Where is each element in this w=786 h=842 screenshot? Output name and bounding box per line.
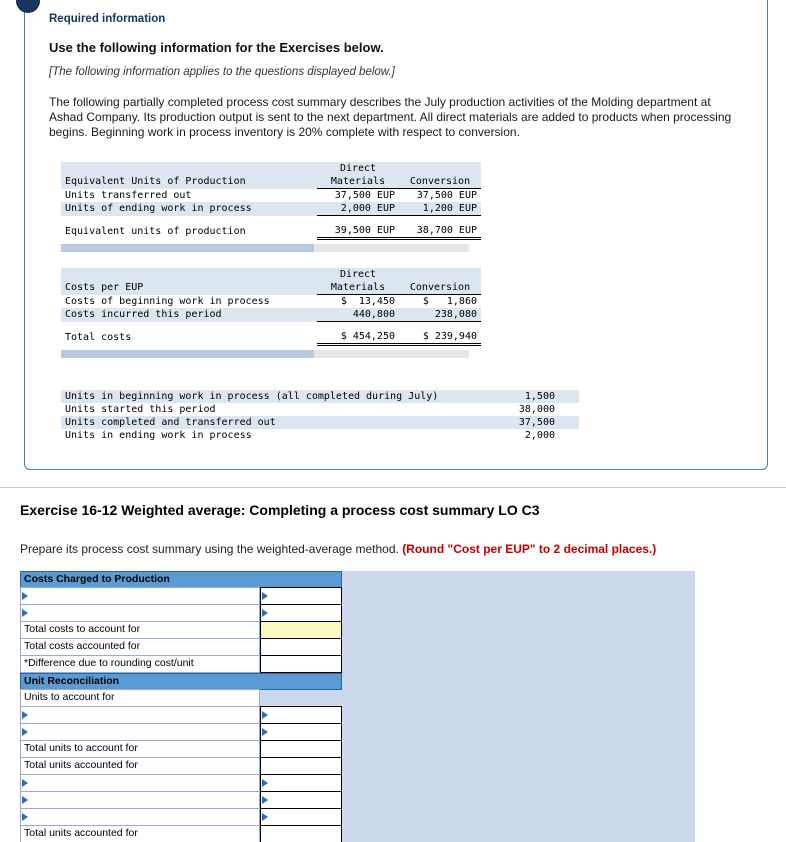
eup-cell	[399, 216, 481, 225]
worksheet-section-header: Costs Charged to Production	[20, 571, 342, 588]
dropdown-caret-icon	[22, 796, 28, 804]
units-row-value: 38,000	[518, 404, 555, 415]
instruction-rounding-note: (Round "Cost per EUP" to 2 decimal places.)	[402, 542, 657, 556]
scrollbar-thumb[interactable]	[61, 350, 314, 358]
eup-cell	[61, 216, 317, 225]
costs-conversion-value: $ 239,940	[399, 330, 481, 345]
worksheet-row-label: Total costs accounted for	[20, 638, 260, 656]
worksheet-input-cell[interactable]	[260, 621, 342, 639]
eup-row-label: Units of ending work in process	[65, 203, 252, 215]
eup-materials-value: 37,500 EUP	[334, 190, 395, 201]
eup-row-label: Equivalent units of production	[65, 225, 246, 237]
dropdown-caret-icon	[262, 813, 268, 821]
costs-header-materials: Materials	[317, 281, 399, 295]
worksheet-row-label	[20, 808, 260, 826]
units-row-label: Units in beginning work in process (all completed during July)	[65, 391, 439, 402]
exercise-section	[0, 487, 786, 842]
costs-row-label: Total costs	[65, 331, 132, 343]
worksheet-input-cell[interactable]	[260, 723, 342, 741]
costs-conversion-value: 238,080	[399, 308, 481, 322]
scrollbar-thumb[interactable]	[61, 244, 314, 252]
units-row-label: Units completed and transferred out	[65, 417, 276, 428]
worksheet-row	[20, 639, 695, 656]
worksheet-row	[20, 707, 695, 724]
worksheet-input-cell[interactable]	[260, 757, 342, 775]
worksheet-input-cell[interactable]	[260, 587, 342, 605]
worksheet-row-label	[20, 723, 260, 741]
dropdown-caret-icon	[22, 779, 28, 787]
worksheet-row	[20, 571, 695, 588]
dropdown-caret-icon	[262, 592, 268, 600]
worksheet-row	[20, 622, 695, 639]
dropdown-caret-icon	[22, 592, 28, 600]
worksheet-input-cell[interactable]	[260, 740, 342, 758]
units-row-value: 37,500	[518, 417, 555, 428]
costs-conversion-value: $ 1,860	[422, 296, 477, 307]
units-row-value: 2,000	[524, 430, 555, 441]
eup-header-conversion: Conversion	[399, 175, 481, 189]
worksheet-row-label: Units to account for	[20, 689, 260, 707]
worksheet-input-cell[interactable]	[260, 808, 342, 826]
horizontal-scrollbar[interactable]	[61, 350, 469, 358]
eup-conversion-value: 37,500 EUP	[416, 190, 477, 201]
worksheet-row	[20, 605, 695, 622]
worksheet-row-label	[20, 791, 260, 809]
costs-materials-value: $ 13,450	[340, 296, 395, 307]
units-row-value: 1,500	[524, 391, 555, 402]
dropdown-caret-icon	[22, 711, 28, 719]
dropdown-caret-icon	[262, 711, 268, 719]
worksheet-row	[20, 741, 695, 758]
units-row-label: Units in ending work in process	[65, 430, 252, 441]
costs-materials-value: $ 454,250	[317, 330, 399, 345]
worksheet-row-label	[20, 706, 260, 724]
dropdown-caret-icon	[262, 728, 268, 736]
required-info-label: Required information	[49, 13, 166, 25]
eup-row-label: Units transferred out	[65, 189, 192, 201]
costs-header-conversion: Conversion	[399, 281, 481, 295]
dropdown-caret-icon	[262, 779, 268, 787]
worksheet-row-label: Total units to account for	[20, 740, 260, 758]
worksheet-row	[20, 656, 695, 673]
units-row-label: Units started this period	[65, 404, 216, 415]
required-info-panel	[24, 0, 768, 470]
instruction-main: Prepare its process cost summary using the weighted-average method.	[20, 542, 403, 556]
worksheet-row	[20, 809, 695, 826]
worksheet-row	[20, 588, 695, 605]
worksheet-row-label	[20, 604, 260, 622]
worksheet-row	[20, 673, 695, 690]
instruction-text	[20, 542, 766, 556]
worksheet-input-cell[interactable]	[260, 604, 342, 622]
process-cost-summary-worksheet	[20, 571, 695, 842]
worksheet-row-label: Total units accounted for	[20, 825, 260, 842]
worksheet-row	[20, 724, 695, 741]
worksheet-input-cell[interactable]	[260, 655, 342, 673]
worksheet-row-label	[20, 774, 260, 792]
eup-materials-value: 39,500 EUP	[317, 224, 399, 239]
costs-row-label: Costs incurred this period	[65, 309, 222, 321]
worksheet-row	[20, 826, 695, 842]
worksheet-input-cell[interactable]	[260, 706, 342, 724]
horizontal-scrollbar[interactable]	[61, 244, 469, 252]
costs-cell	[399, 322, 481, 331]
dropdown-caret-icon	[262, 796, 268, 804]
dropdown-caret-icon	[22, 728, 28, 736]
units-summary-table	[61, 390, 579, 442]
eup-conversion-value: 1,200 EUP	[399, 202, 481, 216]
worksheet-input-cell[interactable]	[260, 825, 342, 842]
worksheet-row	[20, 775, 695, 792]
eup-cell	[317, 216, 399, 225]
costs-header-direct: Direct	[339, 269, 377, 280]
costs-row-label: Costs of beginning work in process	[65, 295, 270, 307]
worksheet-section-header: Unit Reconciliation	[20, 673, 342, 690]
costs-cell	[399, 268, 481, 281]
dropdown-caret-icon	[22, 609, 28, 617]
eup-materials-value: 2,000 EUP	[317, 202, 399, 216]
exercise-title: Exercise 16-12 Weighted average: Completing a process cost summary LO C3	[20, 502, 540, 518]
eup-cell	[61, 162, 317, 175]
worksheet-row-label: Total costs to account for	[20, 621, 260, 639]
worksheet-row-label: *Difference due to rounding cost/unit	[20, 655, 260, 673]
costs-cell	[61, 268, 317, 281]
costs-cell	[61, 322, 317, 331]
worksheet-row-label: Total units accounted for	[20, 757, 260, 775]
eup-header-materials: Materials	[317, 175, 399, 189]
worksheet-row-label	[20, 587, 260, 605]
costs-materials-value: 440,800	[317, 308, 399, 322]
applies-note: [The following information applies to the questions displayed below.]	[49, 66, 395, 78]
costs-cell	[317, 322, 399, 331]
worksheet-input-cell[interactable]	[260, 638, 342, 656]
eup-header-direct: Direct	[339, 163, 377, 174]
eup-cell	[399, 162, 481, 175]
dropdown-caret-icon	[22, 813, 28, 821]
worksheet-row	[20, 758, 695, 775]
exercises-heading: Use the following information for the Exercises below.	[49, 40, 384, 55]
equivalent-units-table	[61, 162, 481, 240]
eup-title: Equivalent Units of Production	[65, 176, 246, 188]
eup-conversion-value: 38,700 EUP	[399, 224, 481, 239]
dropdown-caret-icon	[262, 609, 268, 617]
worksheet-row	[20, 792, 695, 809]
worksheet-row	[20, 690, 695, 707]
costs-per-eup-table	[61, 268, 481, 346]
worksheet-input-cell[interactable]	[260, 774, 342, 792]
scenario-paragraph: The following partially completed process cost summary describes the July production activities of the Molding department at Ashad Company. Its production output is sent to the next department. All direct materials are added to products when processing begins. Beginning work in process inventory is 20% complete with respect to conversion.	[49, 95, 732, 139]
worksheet-input-cell[interactable]	[260, 791, 342, 809]
costs-title: Costs per EUP	[65, 282, 144, 294]
